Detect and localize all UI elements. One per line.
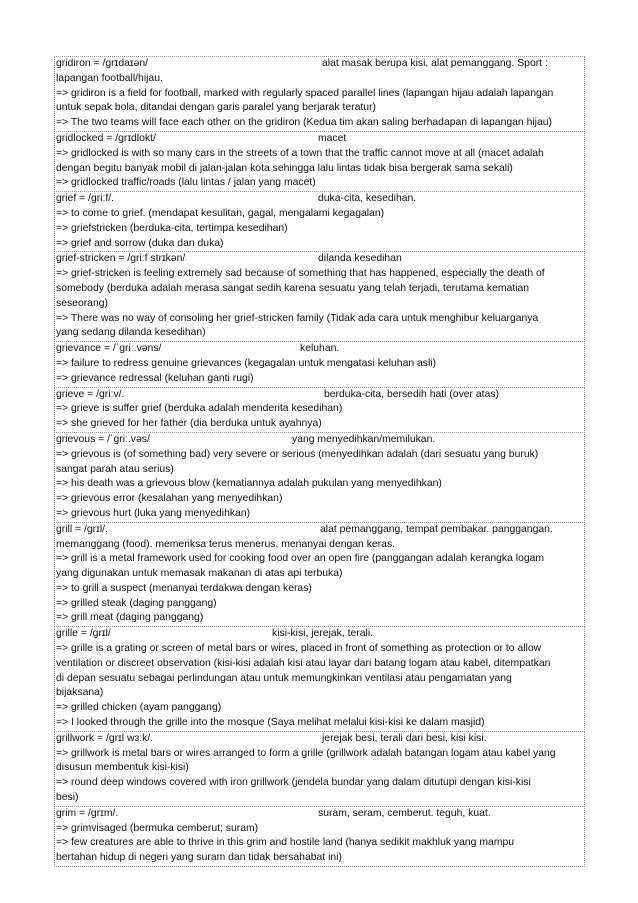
entry-line: seseorang) — [56, 297, 108, 309]
entry-line: => grieve is suffer grief (berduka adalah menderita kesedihan) — [56, 403, 343, 415]
entry-line: bertahan hidup di negeri yang suram dan tidak bersahabat ini) — [56, 852, 342, 864]
entry-headword: grillwork = /ɡrɪl wɜːk/. — [56, 732, 154, 744]
entry-meaning: alat masak berupa kisi, alat pemanggang. Sport : — [322, 58, 548, 69]
entry-line: => grievous hurt (luka yang menyedihkan) — [56, 507, 251, 519]
entry-headword: grim = /ɡrɪm/. — [56, 807, 119, 819]
entry-line: ventilation or discreet observation (kisi-kisi adalah kisi atau layar dari batang logam atau kabel, ditempatkan — [56, 657, 551, 669]
entry-headword: grille = /ɡrɪl/ — [56, 628, 111, 640]
entry-meaning: alat pemanggang, tempat pembakar. panggangan. — [320, 523, 553, 535]
entry-line: => his death was a grievous blow (kematiannya adalah pukulan yang menyedihkan) — [56, 478, 442, 490]
entry-line: => gridiron is a field for football, marked with regularly spaced parallel lines (lapangan hijau adalah lapangan — [56, 87, 554, 99]
entry-line: => failure to redress genuine grievances (kegagalan untuk mengatasi keluhan asli) — [56, 357, 437, 369]
entry-line: => I looked through the grille into the mosque (Saya melihat melalui kisi-kisi ke dalam masjid) — [56, 717, 485, 729]
entry-line: => grill is a metal framework used for cooking food over an open fire (panggangan adalah kerangka logam — [56, 553, 545, 565]
entry-meaning: suram, seram, cemberut. teguh, kuat. — [318, 807, 491, 819]
entry-meaning: kisi-kisi, jerejak, terali. — [272, 628, 374, 640]
dictionary-page — [54, 57, 585, 867]
entry-line: => grille is a grating or screen of metal bars or wires, placed in front of something as protection or to allow — [56, 643, 542, 655]
entry-headline — [56, 132, 584, 147]
entry-line: => grievance redressal (keluhan ganti rugi) — [56, 372, 254, 384]
entry-line: => few creatures are able to thrive in this grim and hostile land (hanya sedikit makhluk yang mampu — [56, 837, 514, 849]
entry-line: => to grill a suspect (menanyai terdakwa dengan keras) — [56, 582, 312, 594]
entry-line: besi) — [56, 792, 79, 804]
entry-headword: gridlocked = /ɡrɪdlokt/ — [56, 132, 156, 144]
entry-line: => grievous is (of something bad) very severe or serious (menyedihkan adalah (dari sesuatu yang buruk) — [56, 448, 539, 460]
entry-line: untuk sepak bola, ditandai dengan garis paralel yang berjarak teratur) — [56, 102, 377, 114]
entry-gridlocked — [54, 131, 585, 192]
entry-headline — [56, 732, 584, 747]
entry-line: memanggang (food). memeriksa terus menerus, menanyai dengan keras. — [56, 538, 396, 550]
entry-line: => grillwork is metal bars or wires arranged to form a grille (grillwork adalah batangan logam atau kabel yang — [56, 747, 556, 759]
entry-gridiron — [54, 56, 585, 132]
entry-grille — [54, 626, 585, 732]
entry-headline — [56, 192, 584, 207]
entry-grim — [54, 806, 585, 867]
entry-headline — [56, 57, 584, 72]
entry-line: yang digunakan untuk memasak makanan di atas api terbuka) — [56, 568, 343, 580]
entry-line: somebody (berduka adalah merasa sangat sedih karena sesuatu yang telah terjadi, terutama kematian — [56, 282, 530, 294]
entry-headline — [56, 433, 584, 448]
entry-line: lapangan football/hijau. — [56, 72, 163, 84]
entry-headline — [56, 388, 584, 403]
entry-headline — [56, 523, 584, 538]
entry-line: => The two teams will face each other on the gridiron (Kedua tim akan saling berhadapan di lapangan hijau) — [56, 117, 552, 129]
entry-line: => grill meat (daging panggang) — [56, 612, 204, 624]
entry-meaning: dilanda kesedihan — [318, 253, 402, 265]
entry-line: => gridlocked is with so many cars in the streets of a town that the traffic cannot move at all (macet adalah — [56, 147, 544, 159]
entry-grieve — [54, 387, 585, 433]
entry-headword: grief = /ɡriːf/. — [56, 193, 115, 205]
entry-line: => grilled steak (daging panggang) — [56, 597, 217, 609]
entry-line: => grimvisaged (bermuka cemberut; suram) — [56, 822, 259, 834]
entry-line: di depan sesuatu sebagai perlindungan atau untuk memungkinkan ventilasi atau pengamatan yang — [56, 672, 512, 684]
entry-line: => grilled chicken (ayam panggang) — [56, 702, 222, 714]
entry-line: => griefstricken (berduka-cita, tertimpa kesedihan) — [56, 222, 288, 234]
entry-grief-stricken — [54, 251, 585, 342]
entry-meaning: keluhan. — [300, 343, 340, 355]
entry-line: yang sedang dilanda kesedihan) — [56, 327, 206, 339]
entry-headword: grill = /ɡrɪl/. — [56, 523, 108, 535]
entry-headword: grieve = /ɡriːv/. — [56, 388, 125, 400]
entry-headword: grief-stricken = /ɡriːf strɪkən/ — [56, 253, 186, 265]
entry-line: => she grieved for her father (dia berduka untuk ayahnya) — [56, 418, 322, 430]
entry-headword: grievous = /ˈɡriː.vəs/ — [56, 433, 150, 445]
entry-meaning: berduka-cita, bersedih hati (over atas) — [324, 388, 499, 400]
entry-headline — [56, 342, 584, 357]
entry-line: bijaksana) — [56, 687, 104, 699]
entry-meaning: macet — [318, 132, 347, 144]
entry-line: => gridlocked traffic/roads (lalu lintas / jalan yang macet) — [56, 177, 316, 189]
entry-meaning: jerejak besi, terali dari besi, kisi kisi. — [322, 732, 487, 744]
entry-line: sangat parah atau serius) — [56, 463, 174, 475]
entry-line: => grief and sorrow (duka dan duka) — [56, 237, 224, 249]
entry-grillwork — [54, 731, 585, 807]
entry-headword: gridiron = /ɡrɪdaɪən/ — [56, 58, 149, 69]
entry-line: disusun membentuk kisi-kisi) — [56, 762, 189, 774]
entry-line: => grief-stricken is feeling extremely sad because of something that has happened, especially the death of — [56, 268, 545, 280]
entry-headline — [56, 252, 584, 267]
entry-line: => round deep windows covered with iron grillwork (jendela bundar yang dalam ditutupi dengan kisi-kisi — [56, 777, 531, 789]
entry-grill — [54, 522, 585, 628]
entry-headline — [56, 627, 584, 642]
entry-headline — [56, 807, 584, 822]
entry-meaning: yang menyedihkan/memilukan. — [292, 433, 436, 445]
entry-line: => to come to grief. (mendapat kesulitan, gagal, mengalami kegagalan) — [56, 207, 385, 219]
entry-line: => grievous error (kesalahan yang menyedihkan) — [56, 493, 283, 505]
entry-grief — [54, 191, 585, 252]
entry-line: dengan begitu banyak mobil di jalan-jalan kota sehingga lalu lintas tidak bisa bergerak sama sekali) — [56, 162, 513, 174]
entry-grievance — [54, 341, 585, 387]
entry-headword: grievance = /ˈɡriː.vəns/ — [56, 343, 162, 355]
entry-line: => There was no way of consoling her grief-stricken family (Tidak ada cara untuk menghibur keluarganya — [56, 312, 539, 324]
entry-meaning: duka-cita, kesedihan. — [318, 193, 417, 205]
entry-grievous — [54, 432, 585, 523]
